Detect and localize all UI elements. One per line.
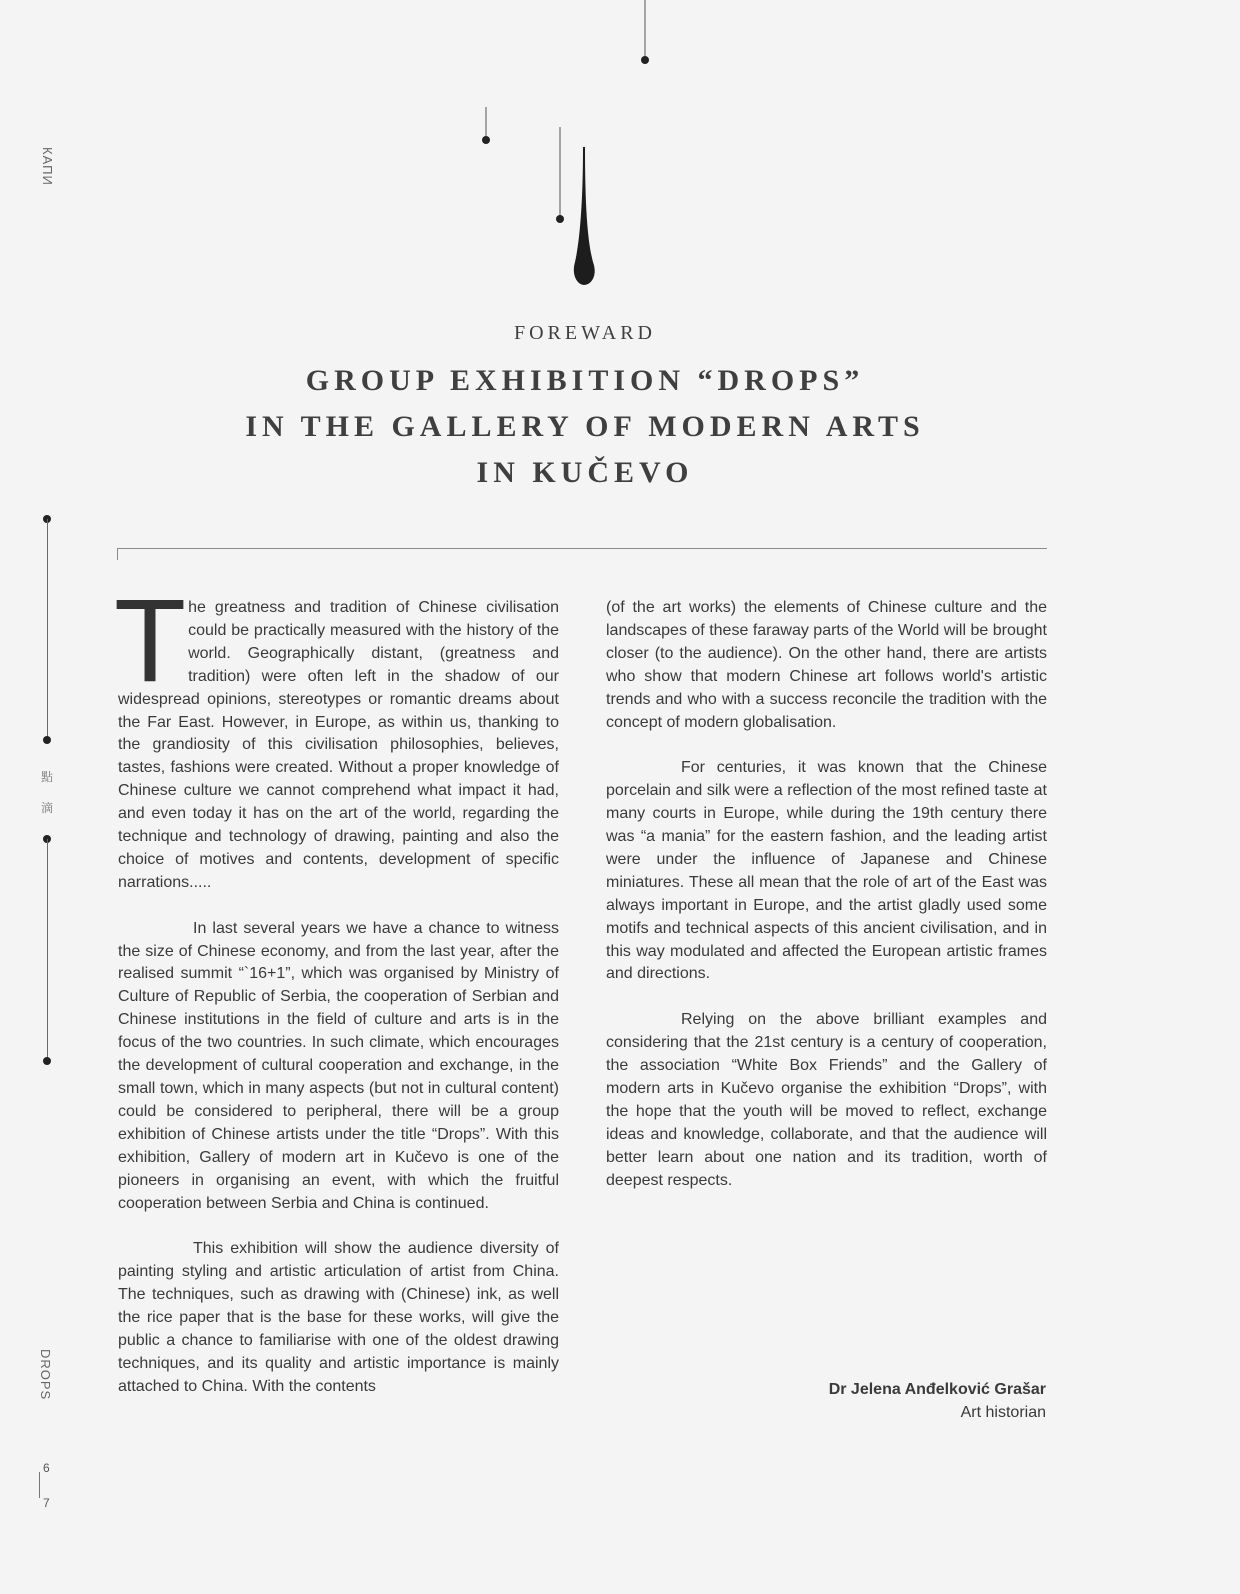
paragraph-1 xyxy=(114,575,559,895)
top-drop-line xyxy=(640,0,650,68)
page-number-right: 7 xyxy=(43,1496,50,1510)
page-title xyxy=(0,358,1170,496)
body-column-left xyxy=(114,575,559,1422)
signature xyxy=(829,1378,1046,1424)
body-column-right xyxy=(606,597,1047,1215)
side-dot xyxy=(43,736,51,744)
title-line-3: IN KUČEVO xyxy=(476,456,694,489)
paragraph-3: This exhibition will show the audience diversity of painting styling and artistic articulation of artist from China. The techniques, such as drawing with (Chinese) ink, as well the rice paper that is the base for these works, will give the public a chance to familiarise with one of the oldest drawing techniques, and its quality and artistic importance is mainly attached to China. With the contents xyxy=(118,1240,559,1395)
kicker: FOREWARD xyxy=(513,322,656,344)
paragraph-6: Relying on the above brilliant examples and considering that the 21st century is a century of cooperation, the association “White Box Friends” and the Gallery of modern arts in Kučevo organise the exhibition “Drops”, with the hope that the youth will be moved to reflect, exchange ideas and knowledge, collaborate, and that the audience will better learn about one nation and its tradition, worth of deepest respects. xyxy=(606,1011,1047,1189)
title-line-2: IN THE GALLERY OF MODERN ARTS xyxy=(245,410,925,443)
drop-cap: T xyxy=(114,575,187,707)
header-rule-tick xyxy=(117,548,118,560)
paragraph-5: For centuries, it was known that the Chinese porcelain and silk were a reflection of the most refined taste at many courts in Europe, while during the 19th century there was “a mania” for the eastern fashion, and the leading artist were under the influence of Japanese and Chinese miniatures. These all mean that the role of art of the East was always important in Europe, and the artist gladly used some motifs and technical aspects of this ancient civilisation, and in this way modulated and affected the European artistic frames and directions. xyxy=(606,759,1047,983)
paragraph-4: (of the art works) the elements of Chinese culture and the landscapes of these faraway parts of the World will be brought closer (to the audience). On the other hand, there are artists who show that modern Chinese art follows world's artistic trends and who with a success reconcile the tradition with the concept of modern globalisation. xyxy=(606,599,1047,731)
paragraph-1-text: he greatness and tradition of Chinese civilisation could be practically measured with the history of the world. Geographically distant, (greatness and tradition) were often left in the shadow of our widespread opinions, stereotypes or romantic dreams about the Far East. However, in Europe, as within us, thanking to the grandiosity of this civilisation philosophies, believes, tastes, fashions were created. Without a proper knowledge of Chinese culture we cannot comprehend what impact it had, and even today it has on the art of the world, regarding the technique and technology of drawing, painting and also the choice of motives and contents, development of specific narrations..... xyxy=(118,599,559,891)
author-role: Art historian xyxy=(960,1404,1046,1421)
drops-illustration xyxy=(470,0,620,295)
page-number-left: 6 xyxy=(43,1461,50,1475)
page-number-divider xyxy=(39,1472,40,1498)
side-cjk-1: 點 xyxy=(41,770,54,784)
side-label-bottom: DROPS xyxy=(38,1349,53,1401)
author-name: Dr Jelena Anđelković Grašar xyxy=(828,1381,1046,1398)
side-dot xyxy=(43,1057,51,1065)
paragraph-2: In last several years we have a chance to witness the size of Chinese economy, and from the last year, after the realised summit “`16+1”, which was organised by Ministry of Culture of Republic of Serbia, the cooperation of Serbian and Chinese institutions in the field of culture and arts is in the focus of the two countries. In such climate, which encourages the development of cultural cooperation and exchange, in the small town, which in many aspects (but not in cultural content) could be considered to peripheral, there will be a group exhibition of Chinese artists under the title “Drops”. With this exhibition, Gallery of modern art in Kučevo is one of the pioneers in organising an event, with which the fruitful cooperation between Serbia and China is continued. xyxy=(118,919,559,1212)
title-line-1: GROUP EXHIBITION “DROPS” xyxy=(305,364,865,397)
side-label-top: КАПИ xyxy=(40,147,55,186)
header-rule xyxy=(117,548,1047,549)
side-cjk-2: 滴 xyxy=(41,801,54,815)
side-line xyxy=(47,839,48,1061)
side-line xyxy=(47,519,48,739)
